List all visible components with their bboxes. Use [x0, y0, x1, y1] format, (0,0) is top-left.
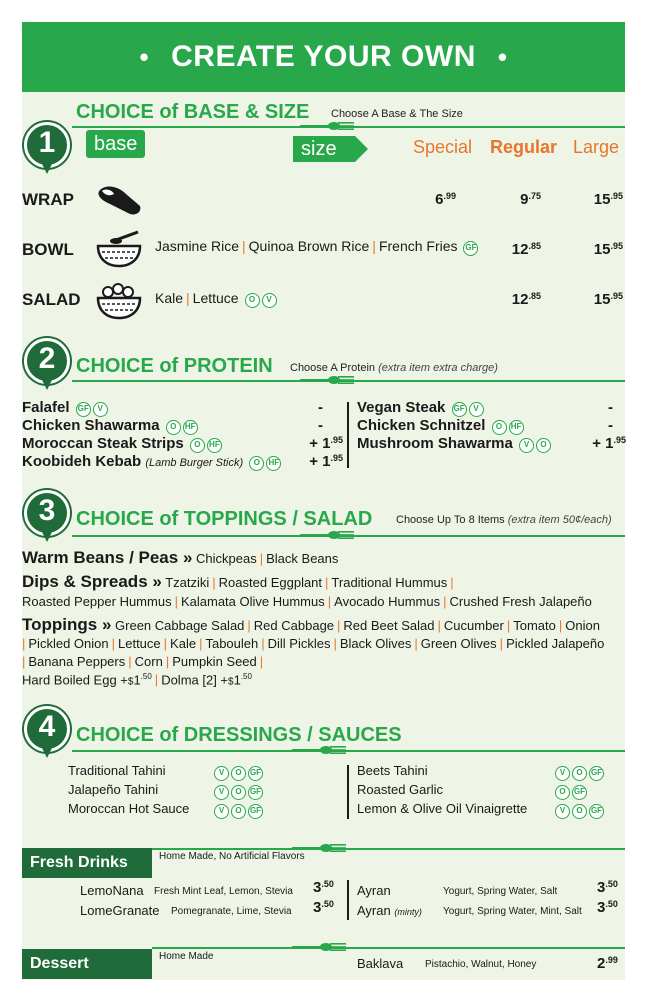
col-special: Special: [413, 137, 473, 157]
dressing-badges: V O GF: [553, 801, 604, 819]
wrap-special-price: $6^{.99}$: [435, 191, 456, 208]
drink-lemonana-desc: Fresh Mint Leaf, Lemon, Stevia: [154, 886, 293, 897]
bowl-options: Jasmine Rice | Quinoa Brown Rice | French Fries GF: [155, 238, 477, 254]
section-1-title: CHOICE of BASE & SIZE: [76, 101, 310, 123]
header-bullet-right: •: [497, 41, 508, 72]
dips-line-1: Dips & Spreads » Tzatziki | Roasted Eggplant | Traditional Hummus |: [22, 572, 454, 591]
protein-vegan-steak: Vegan Steak GF V: [357, 399, 484, 417]
protein-chicken-schnitzel-price: -: [608, 417, 613, 434]
wrap-regular-price: $9^{.75}$: [520, 191, 541, 208]
badge: O: [245, 293, 260, 308]
gluten-free-badge: GF: [463, 241, 478, 256]
step-1-marker: 1: [24, 122, 70, 178]
fork-icon: [292, 745, 346, 755]
toppings-line-2: | Pickled Onion | Lettuce | Kale | Tabouleh | Dill Pickles | Black Olives | Green Olives | Pickled Jalapeño: [22, 636, 605, 651]
wrap-large-price: $15^{.95}$: [593, 191, 623, 208]
protein-falafel: Falafel GF V: [22, 399, 108, 417]
menu-header: [22, 22, 625, 92]
drink-ayran: Ayran: [357, 883, 391, 898]
fork-icon: [300, 530, 354, 540]
protein-moroccan-steak: Moroccan Steak Strips O HF: [22, 435, 222, 453]
section-3-note: Choose Up To 8 Items (extra item 50¢/each): [396, 514, 612, 526]
salad-icon: [96, 280, 142, 320]
size-tag: size: [293, 136, 355, 162]
dressing-lemon-olive-oil: Lemon & Olive Oil Vinaigrette: [357, 801, 528, 816]
fork-icon: [300, 121, 354, 131]
section-4-rule: [72, 750, 625, 752]
step-4-marker: 4: [24, 706, 70, 762]
dressing-badges: V O GF: [212, 782, 263, 800]
drink-lemonana-price: $3^{.50}$: [313, 879, 334, 896]
drink-ayran-minty-price: $3^{.50}$: [597, 899, 618, 916]
base-wrap: WRAP: [22, 190, 74, 209]
dips-line-2: Roasted Pepper Hummus | Kalamata Olive Hummus | Avocado Hummus | Crushed Fresh Jalapeño: [22, 594, 592, 609]
section-2-title: CHOICE of PROTEIN: [76, 355, 273, 377]
section-3-title: CHOICE of TOPPINGS / SALAD: [76, 508, 373, 530]
wrap-icon: [96, 182, 144, 218]
protein-mushroom-shawarma: Mushroom Shawarma V O: [357, 435, 551, 453]
base-tag: base: [86, 130, 145, 158]
protein-chicken-shawarma-price: -: [318, 417, 323, 434]
drinks-rule: [152, 848, 625, 850]
section-4-title: CHOICE of DRESSINGS / SAUCES: [76, 724, 402, 746]
section-1-note: Choose A Base & The Size: [331, 108, 463, 120]
salad-regular-price: $12^{.85}$: [511, 291, 541, 308]
dessert-rule: [152, 947, 625, 949]
dressing-beets-tahini: Beets Tahini: [357, 763, 428, 778]
bowl-icon: [96, 228, 142, 268]
drink-ayran-minty-desc: Yogurt, Spring Water, Mint, Salt: [443, 906, 582, 917]
dessert-baklava: Baklava: [357, 956, 404, 971]
dressing-badges: V O GF: [212, 763, 263, 781]
protein-vegan-steak-price: -: [608, 399, 613, 416]
drink-lomegranate: LomeGranate: [80, 903, 160, 918]
drink-lomegranate-desc: Pomegranate, Lime, Stevia: [171, 906, 292, 917]
fork-icon: [300, 375, 354, 385]
dessert-baklava-desc: Pistachio, Walnut, Honey: [425, 959, 537, 970]
vegan-badge: V: [262, 293, 277, 308]
drinks-note: Home Made, No Artificial Flavors: [159, 851, 305, 862]
protein-chicken-shawarma: Chicken Shawarma O HF: [22, 417, 198, 435]
step-3-marker: 3: [24, 490, 70, 546]
salad-large-price: $15^{.95}$: [593, 291, 623, 308]
warm-beans-line: Warm Beans / Peas » Chickpeas | Black Beans: [22, 548, 339, 567]
drink-lomegranate-price: $3^{.50}$: [313, 899, 334, 916]
drink-ayran-desc: Yogurt, Spring Water, Salt: [443, 886, 558, 897]
dessert-note: Home Made: [159, 951, 214, 962]
protein-mushroom-shawarma-price: + $1^{.95}$: [592, 435, 626, 452]
dressing-moroccan-hot-sauce: Moroccan Hot Sauce: [68, 801, 190, 816]
step-2-marker: 2: [24, 338, 70, 394]
dressing-traditional-tahini: Traditional Tahini: [68, 763, 166, 778]
base-bowl: BOWL: [22, 240, 74, 259]
page-title: CREATE YOUR OWN: [171, 40, 476, 73]
drink-ayran-price: $3^{.50}$: [597, 879, 618, 896]
bowl-regular-price: $12^{.85}$: [511, 241, 541, 258]
dressing-roasted-garlic: Roasted Garlic: [357, 782, 443, 797]
protein-divider: [347, 402, 349, 468]
protein-falafel-price: -: [318, 399, 323, 416]
dressing-badges: O GF: [553, 782, 587, 800]
protein-moroccan-steak-price: + $1^{.95}$: [309, 435, 343, 452]
protein-koobideh-kebab-price: + $1^{.95}$: [309, 453, 343, 470]
protein-koobideh-kebab: Koobideh Kebab (Lamb Burger Stick) O HF: [22, 453, 281, 471]
base-salad: SALAD: [22, 290, 81, 309]
dressing-badges: V O GF: [553, 763, 604, 781]
toppings-line-3: | Banana Peppers | Corn | Pumpkin Seed |: [22, 654, 264, 669]
salad-options: Kale | Lettuce O V: [155, 290, 277, 308]
protein-chicken-schnitzel: Chicken Schnitzel O HF: [357, 417, 524, 435]
drink-lemonana: LemoNana: [80, 883, 144, 898]
dressing-divider: [347, 765, 349, 819]
dressing-jalapeno-tahini: Jalapeño Tahini: [68, 782, 159, 797]
section-2-note: Choose A Protein (extra item extra charge): [290, 362, 498, 374]
fork-icon: [292, 942, 346, 952]
drinks-divider: [347, 880, 349, 920]
dessert-baklava-price: $2^{.99}$: [597, 955, 618, 972]
drink-ayran-minty: Ayran (minty): [357, 903, 422, 918]
header-bullet-left: •: [139, 41, 150, 72]
toppings-line-4: Hard Boiled Egg $+\$1^{.50}$ | Dolma $[2] +\$1^{.50}$: [22, 672, 252, 688]
dessert-heading: Dessert: [22, 949, 152, 979]
bowl-large-price: $15^{.95}$: [593, 241, 623, 258]
col-large: Large: [573, 137, 620, 157]
drinks-heading: Fresh Drinks: [22, 848, 152, 878]
toppings-line-1: Toppings » Green Cabbage Salad | Red Cabbage | Red Beet Salad | Cucumber | Tomato | Onion: [22, 615, 600, 634]
dressing-badges: V O GF: [212, 801, 263, 819]
col-regular: Regular: [490, 137, 558, 157]
menu-panel: [22, 22, 625, 980]
